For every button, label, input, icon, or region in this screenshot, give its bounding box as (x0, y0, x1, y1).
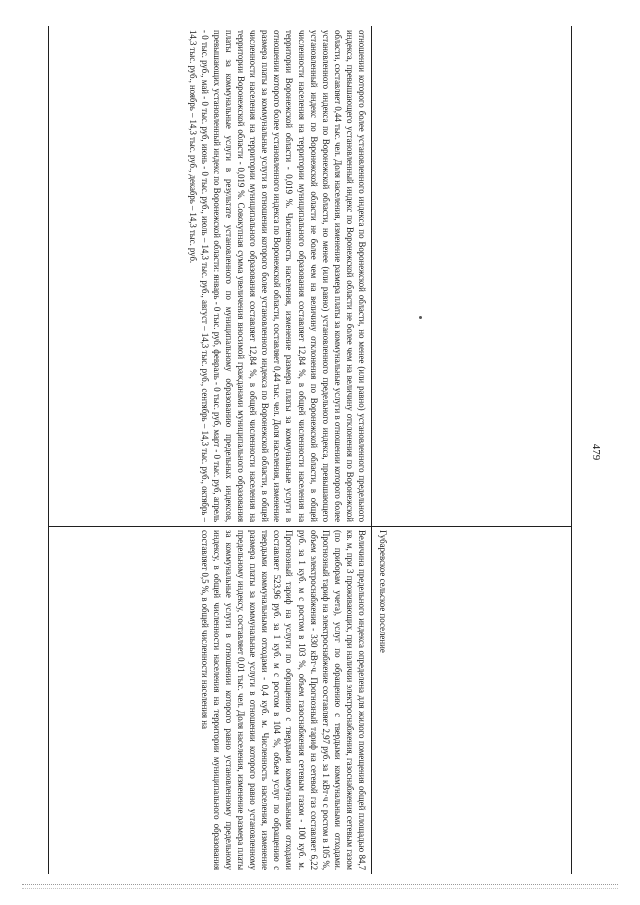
row-name-gubarevskoe: Губаревское сельское поселение (378, 530, 388, 653)
row-divider (48, 526, 572, 527)
table-edge-rule (571, 26, 572, 874)
table-edge-rule (48, 26, 49, 874)
row-text-gubarevskoe: Величина предельного индекса определена для жилого помещения общей площадью 84,7 кв. м, при 3 проживающих, при наличии электроснабжения, газоснабжения сетевым газом (по приборам учета), услуг по обращению с твердыми коммунальными отходами. Прогнозный тариф на электроснабжение составляет 2,97 руб. за 1 кВт·ч с ростом в 105 %, объем электроснабжения - 330 кВт·ч. Прогнозный тариф на сетевой газ составляет 6,22 руб. за 1 куб. м с ростом в 103 %, объем газоснабжения сетевым газом - 100 куб. м. Прогнозный тариф на услуги по обращению с твердыми коммунальными отходами составляет 523,96 руб. за 1 куб. м с ростом в 104 %, объем услуг по обращению с твердыми коммунальными отходами - 0,4 куб. м. Численность населения, изменение размера платы за коммунальные услуги в отношении которого равно установленному предельному индексу, составляет 0,01 тыс. чел. Доля населения, изменение размера платы за коммунальные услуги в отношении которого равно установленному предельному индексу, в общей численности населения на территории муниципального образования составляет 0,5 %, в общей численности населения на (199, 530, 367, 870)
row-text-continued: отношении которого более установленного индекса по Воронежской области, но менее (или равно) установленного предельного индекса, превышающего установленный индекс по Воронежской области не более чем на величину отклонения по Воронежской области, составляет 0,44 тыс. чел. Доля населения, изменение размера платы за коммунальные услуги в отношении которого более установленного индекса по Воронежской области, но менее (или равно) установленного предельного индекса, превышающего установленный индекс по Воронежской области не более чем на величину отклонения по Воронежской области, в общей численности населения на территории муниципального образования составляет 12,84 %, в общей численности населения на территории Воронежской области - 0,019 %. Численность населения, изменение размера платы за коммунальные услуги в отношении которого более установленного индекса по Воронежской области, составляет 0,44 тыс. чел. Доля населения, изменение размера платы за коммунальные услуги в отношении которого более установленного индекса по Воронежской области, в общей численности населения на территории муниципального образования составляет 12,84 %, в общей численности населения на территории Воронежской области - 0,019 %. Совокупная сумма увеличения вносимой гражданами муниципального образования платы за коммунальные услуги в результате установленного по муниципальному образованию предельных индексов, превышающих установленный индекс по Воронежской области: январь - 0 тыс. руб, февраль - 0 тыс. руб, март - 0 тыс. руб, апрель - 0 тыс. руб., май - 0 тыс. руб, июнь - 0 тыс. руб., июль – 14,3 тыс. руб., август – 14,3 тыс. руб., сентябрь – 14,3 тыс. руб., октябрь – 14,3 тыс. руб., ноябрь – 14,3 тыс. руб., декабрь – 14,3 тыс. руб. (187, 30, 367, 522)
scan-edge-line (22, 888, 618, 889)
page-number: 479 (590, 443, 602, 461)
column-divider (371, 26, 372, 874)
scan-edge-line (22, 884, 618, 885)
rotated-table (48, 26, 572, 874)
scan-dot (419, 316, 422, 319)
